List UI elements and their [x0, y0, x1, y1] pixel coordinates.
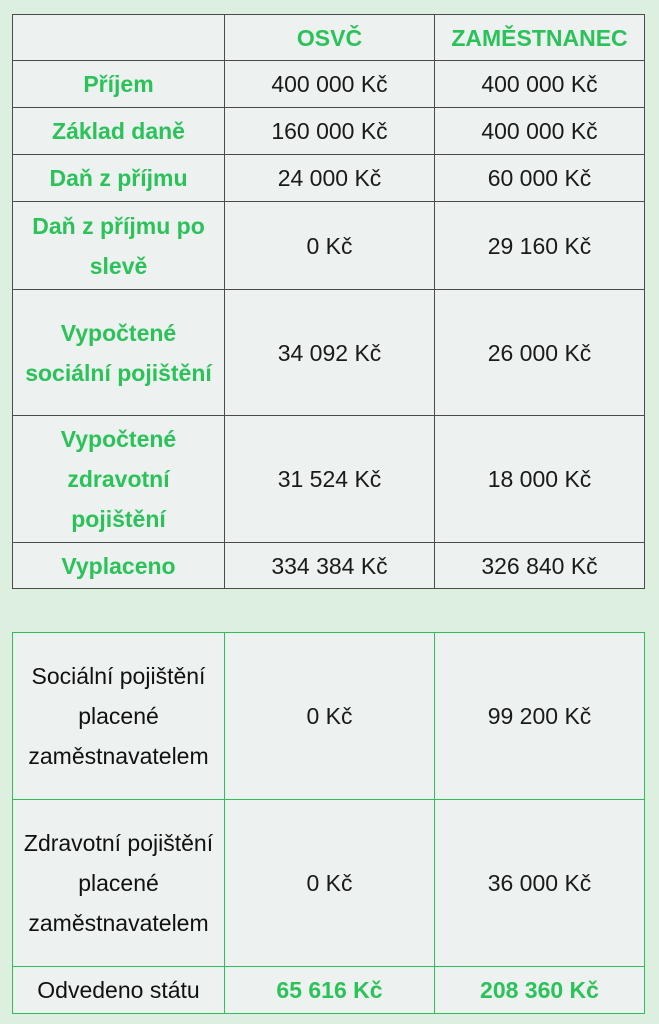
header-cell-empty	[13, 15, 225, 61]
osvc-value: 31 524 Kč	[225, 416, 435, 543]
employee-value: 400 000 Kč	[435, 108, 645, 155]
row-label: Daň z příjmu	[13, 155, 225, 202]
row-label: Vypočtené sociální pojištění	[13, 290, 225, 416]
table-row	[13, 967, 645, 1014]
table-row	[13, 633, 645, 800]
osvc-value: 0 Kč	[225, 633, 435, 800]
table-row	[13, 800, 645, 967]
row-label: Základ daně	[13, 108, 225, 155]
row-label: Daň z příjmu po slevě	[13, 202, 225, 290]
osvc-value: 334 384 Kč	[225, 543, 435, 589]
osvc-value: 34 092 Kč	[225, 290, 435, 416]
employee-value: 326 840 Kč	[435, 543, 645, 589]
osvc-value: 0 Kč	[225, 800, 435, 967]
osvc-value: 160 000 Kč	[225, 108, 435, 155]
employee-total: 208 360 Kč	[435, 967, 645, 1014]
header-osvc: OSVČ	[225, 15, 435, 61]
table-row	[13, 543, 645, 589]
employee-value: 18 000 Kč	[435, 416, 645, 543]
table-row	[13, 155, 645, 202]
table-header-row	[13, 15, 645, 61]
header-employee: ZAMĚSTNANEC	[435, 15, 645, 61]
employee-value: 99 200 Kč	[435, 633, 645, 800]
table-row	[13, 416, 645, 543]
table-row	[13, 202, 645, 290]
employee-value: 36 000 Kč	[435, 800, 645, 967]
income-comparison-table	[12, 14, 645, 589]
row-label: Vypočtené zdravotní pojištění	[13, 416, 225, 543]
table-row	[13, 61, 645, 108]
row-label: Příjem	[13, 61, 225, 108]
table-row	[13, 290, 645, 416]
row-label: Odvedeno státu	[13, 967, 225, 1014]
row-label: Zdravotní pojištění placené zaměstnavatelem	[13, 800, 225, 967]
employee-value: 60 000 Kč	[435, 155, 645, 202]
employer-contributions-table	[12, 632, 645, 1014]
row-label: Sociální pojištění placené zaměstnavatelem	[13, 633, 225, 800]
osvc-value: 400 000 Kč	[225, 61, 435, 108]
osvc-total: 65 616 Kč	[225, 967, 435, 1014]
table-row	[13, 108, 645, 155]
employee-value: 26 000 Kč	[435, 290, 645, 416]
osvc-value: 0 Kč	[225, 202, 435, 290]
osvc-value: 24 000 Kč	[225, 155, 435, 202]
employee-value: 29 160 Kč	[435, 202, 645, 290]
row-label: Vyplaceno	[13, 543, 225, 589]
employee-value: 400 000 Kč	[435, 61, 645, 108]
